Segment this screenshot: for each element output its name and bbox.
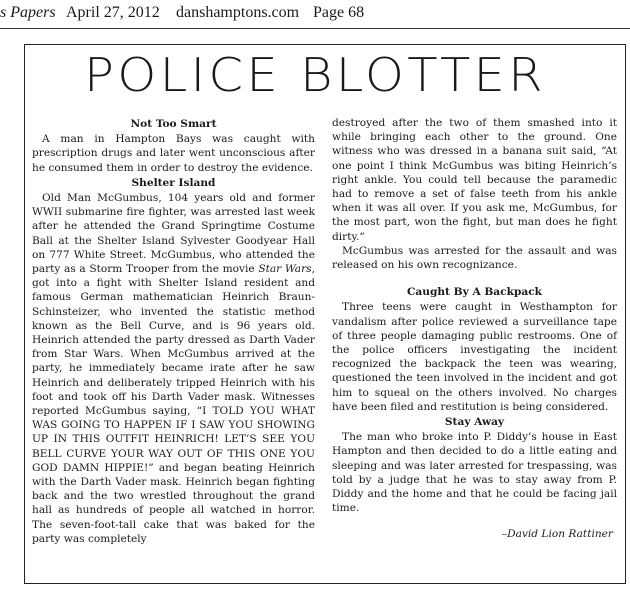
story-text: , got into a fight with Shelter Island resident and famous German mathematician Heinrich Braun-Schinsteizer, who invented the statistic method known as the Bell Curve, and is 96 years old. Heinrich attended the party dressed as Darth Vader from Star Wars. When McGumbus arrived at the party, he immediately became irate after he saw Heinrich and deliberately tripped Heinrich with his foot and took off his Darth Vader mask. Witnesses reported McGumbus saying, “I TOLD YOU WHAT WAS GOING TO HAPPEN IF I SAW YOU SHOWING UP IN THIS OUTFIT HEINRICH! LET’S SEE YOU BELL CURVE YOUR WAY OUT OF THIS ONE YOU GOD DAMN HIPPIE!” and began beating Heinrich with the Darth Vader mask. Heinrich began fighting back and the two wrestled throughout the grand hall as hundreds of people all watched in horror. The seven-foot-tall cake that was baked for the party was completely [32,263,315,545]
header-divider [0,28,630,29]
story-paragraph: Three teens were caught in Westhampton for vandalism after police reviewed a surveillance tape of three people damaging public restrooms. One of the police officers investigating the incident recognized the backpack the teen was wearing, questioned the teen involved in the incident and got him to squeal on the others involved. No charges have been filed and restitution is being considered. [332,301,617,413]
issue-date: April 27, 2012 [66,4,160,21]
story-paragraph [32,191,315,546]
story-heading-not-too-smart: Not Too Smart [130,118,217,130]
page-header [0,4,630,28]
page-number: Page 68 [313,4,365,21]
movie-title: Star Wars [258,263,312,276]
story-paragraph: The man who broke into P. Diddy’s house in East Hampton and then decided to do a little eating and sleeping and was later arrested for trespassing, was told by a judge that he was to stay away from P. Diddy and the home and that he could be facing jail time. [332,431,617,515]
right-column [332,116,617,542]
story-heading-caught-by-a-backpack: Caught By A Backpack [406,286,543,299]
story-text: Old Man McGumbus, 104 years old and former WWII submarine fire fighter, was arrested last week after he attended the Grand Springtime Costume Ball at the Shelter Island Sylvester Goodyear Hall on 777 White Street. McGumbus, who attended the party as a Storm Trooper from the movie [32,192,315,276]
story-paragraph: A man in Hampton Bays was caught with prescription drugs and later went unconscious after he consumed them in order to destroy the evidence. [32,133,315,174]
story-paragraph: McGumbus was arrested for the assault and was released on his own recognizance. [332,244,617,272]
left-column [32,116,315,546]
story-paragraph-continued: destroyed after the two of them smashed into it while bringing each other to the ground. One witness who was dressed in a banana suit said, “At one point I think McGumbus was biting Heinrich’s right ankle. You could tell because the paramedic had to remove a set of false teeth from his ankle when it was all over. If you ask me, McGumbus, for the most part, won the fight, but man does he fight dirty.” [332,117,617,243]
story-heading-stay-away: Stay Away [444,416,505,429]
author-signature: –David Lion Rattiner [501,528,613,541]
page-title: POLICE BLOTTER [84,48,546,102]
story-heading-shelter-island: Shelter Island [131,176,216,189]
publication-name: s Papers [0,4,56,21]
website-name: danshamptons.com [176,4,300,21]
